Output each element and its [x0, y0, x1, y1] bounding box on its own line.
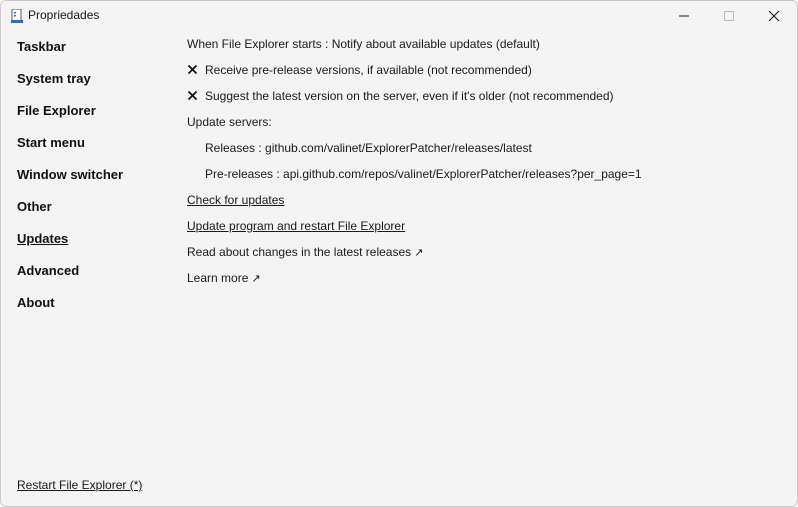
window-title: Propriedades — [28, 8, 100, 22]
sidebar-item-system-tray[interactable]: System tray — [17, 71, 91, 86]
close-icon — [768, 10, 780, 22]
read-changes-label: Read about changes in the latest releases — [187, 245, 412, 259]
maximize-button[interactable] — [706, 1, 752, 31]
prerelease-label: Receive pre-release versions, if available (not recommended) — [205, 63, 532, 77]
external-link-icon: ↗ — [414, 247, 424, 259]
releases-server-field[interactable]: Releases : github.com/valinet/ExplorerPatcher/releases/latest — [205, 141, 532, 155]
app-icon — [11, 9, 23, 23]
close-button[interactable] — [751, 1, 797, 31]
learn-more-label: Learn more — [187, 271, 249, 285]
suggest-latest-checkbox[interactable] — [187, 88, 614, 104]
sidebar-item-other[interactable]: Other — [17, 199, 52, 214]
sidebar-item-start-menu[interactable]: Start menu — [17, 135, 85, 150]
minimize-icon — [678, 10, 690, 22]
prerelease-checkbox[interactable] — [187, 62, 532, 78]
sidebar-item-about[interactable]: About — [17, 295, 55, 310]
check-updates-link[interactable]: Check for updates — [187, 193, 285, 207]
learn-more-link[interactable] — [187, 270, 261, 287]
title-bar[interactable] — [1, 1, 797, 31]
minimize-button[interactable] — [661, 1, 707, 31]
update-servers-label: Update servers: — [187, 115, 272, 129]
startup-setting-dropdown[interactable]: When File Explorer starts : Notify about available updates (default) — [187, 37, 540, 51]
sidebar-item-advanced[interactable]: Advanced — [17, 263, 80, 278]
prereleases-server-field[interactable]: Pre-releases : api.github.com/repos/valinet/ExplorerPatcher/releases?per_page=1 — [205, 167, 642, 181]
read-changes-link[interactable] — [187, 244, 423, 261]
sidebar-item-window-switcher[interactable]: Window switcher — [17, 167, 124, 182]
suggest-latest-label: Suggest the latest version on the server, even if it's older (not recommended) — [205, 89, 614, 103]
cross-icon — [187, 64, 198, 75]
sidebar-item-taskbar[interactable]: Taskbar — [17, 39, 66, 54]
cross-icon — [187, 90, 198, 101]
sidebar-item-file-explorer[interactable]: File Explorer — [17, 103, 96, 118]
external-link-icon: ↗ — [251, 273, 261, 285]
restart-explorer-link[interactable]: Restart File Explorer (*) — [17, 478, 143, 492]
sidebar-item-updates[interactable]: Updates — [17, 231, 69, 246]
maximize-icon — [723, 10, 735, 22]
update-restart-link[interactable]: Update program and restart File Explorer — [187, 219, 406, 233]
